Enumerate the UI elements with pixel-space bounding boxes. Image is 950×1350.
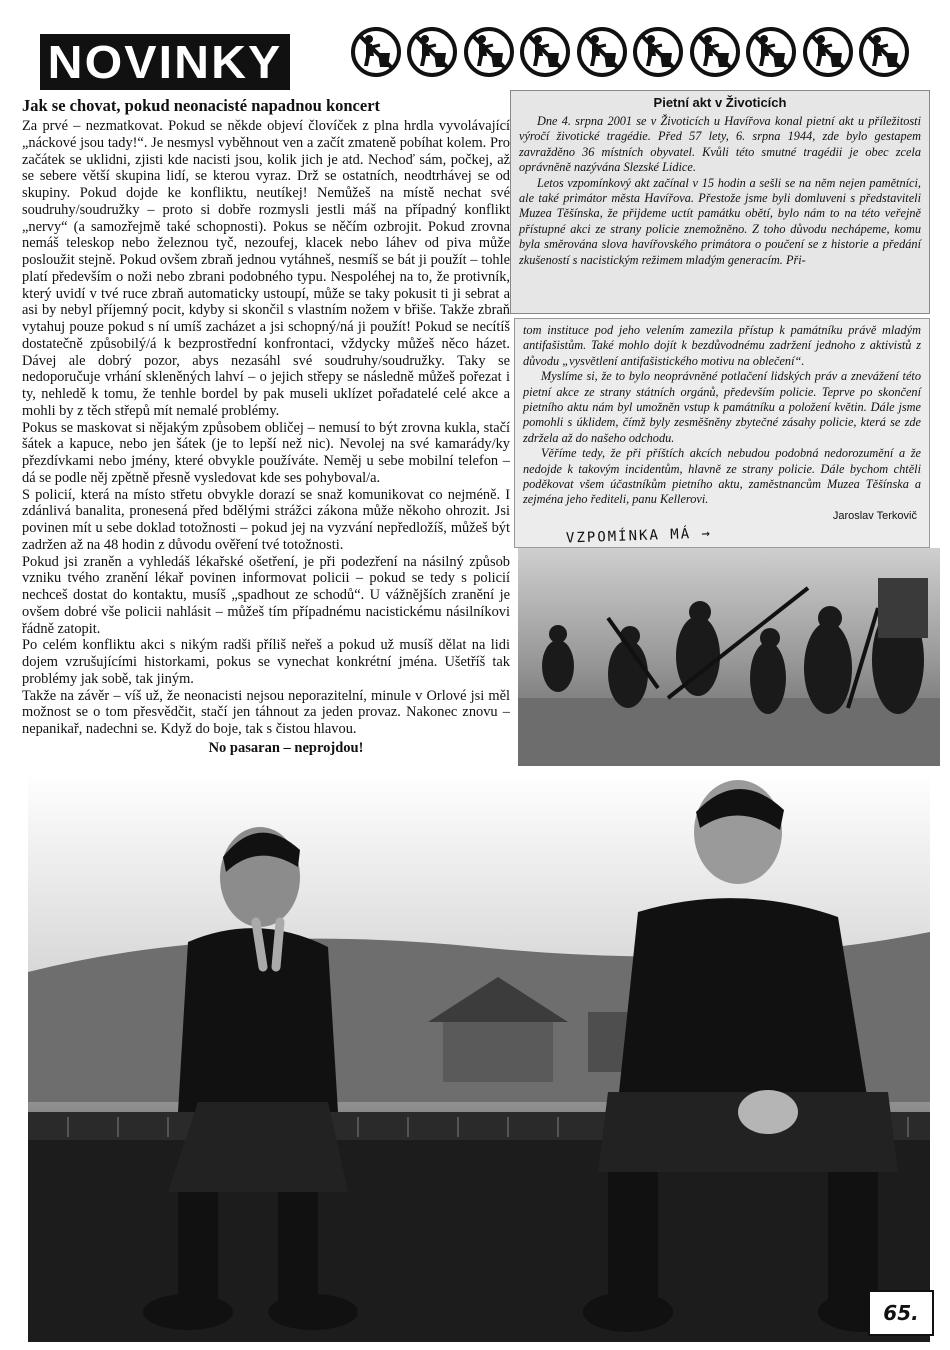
masthead-logo (40, 34, 290, 90)
clipping-part-1 (510, 90, 930, 314)
article-paragraph-6: Takže na závěr – víš už, že neonacisti nejsou neporazitelní, minule v Orlové jsi měl možnost se o tom přesvědčit, stačí jen táhnout za jeden provaz. Nakonec znovu – nepanikař, nadechni se. Když do boje, tak s čistou hlavou. (22, 687, 510, 737)
no-littering-icon (406, 26, 458, 78)
article-paragraph-2: Pokus se maskovat si nějakým způsobem obličej – nemusí to být zrovna kukla, stačí šátek a kapuce, nebo jen šátek (je to lepší než nic). Nevolej na své kamarády/ky přezdívkami nebo jmény, které obvykle používáte. Neměj u sebe mobilní telefon – dá se podle něj zpětně přesně vysledovat kde ses pohyboval/a. (22, 419, 510, 486)
article-paragraph-3: S policií, která na místo střetu obvykle dorazí se snaž komunikovat co nejméně. I zdánlivá banalita, pronesená před bdělými strážci zákona může někoho ohrozit. Jsi povinen mít u sebe doklad totožnosti – pokud jej na vyzvání nepředložíš, můžeš být zadržen až na 48 hodin z důvodu ověření tvé totožnosti. (22, 486, 510, 553)
no-littering-icon (802, 26, 854, 78)
clipping-part-2 (514, 318, 930, 548)
clipping-title: Pietní akt v Životicích (653, 95, 787, 110)
article-paragraph-1: Za prvé – nezmatkovat. Pokud se někde objeví človíček z plna hrdla vyvolávající „náckové jsou tady!“. Je nesmysl vyběhnout ven a začít zmateně pobíhat kolem. Pro začátek se uklidni, zjisti kde nacisti jsou, kolik jich je atd. Nechoď sám, počkej, až se sebere větší skupina lidí, se kterou vyraz. Drž se ostatních, neodtrhávej se od skupiny. Pokud dojde ke konfliktu, neutíkej! Nemůžeš na místě nechat své soudruhy/soudružky – proto si dobře rozmysli jestli máš na případný konflikt „nervy“ (a samozřejmě také schopnosti). Pokus se něčím ozbrojit. Pokud zrovna nemáš teleskop nebo železnou tyč, nezoufej, klacek nebo láhev od piva může posloužit stejně. Pokud ovšem zbraň jednou vytáhneš, nesmíš se bát ji použít – tohle platí především o noži nebo zbrani podobného typu. Nespoléhej na to, že protivník, který uvidí v tvé ruce zbraň automaticky ustoupí, může se taky pokusit ti ji sebrat a asi by nebyl příjemný pocit, kdyby si skončil s vlastním nožem v břiše. Takže zbraň vytahuj pouze pokud s ní umíš zacházet a jsi schopný/ná ji použít! Pokud se necítíš dostatečně způsobilý/á k bezprostřední konfrontaci, vždycky můžeš něco házet. Dávej ale dobrý pozor, abys nezasáhl své soudruhy/soudružky. Taky se nedoporučuje vrhání skleněných lahví – o jejich střepy se následně můžeš pořezat i ty, nehledě k tomu, že tenhle bordel by pak museli uklízet pořadatelé celé akce a mohli by z těch střepů mít nemalé problémy. (22, 118, 510, 419)
icon-strip (350, 26, 910, 84)
no-littering-icon (350, 26, 402, 78)
no-littering-icon (689, 26, 741, 78)
article-closing: No pasaran – neprojdou! (208, 739, 364, 756)
clipping-paragraph-3: tom instituce pod jeho velením zamezila přístup k památníku právě mladým antifašistům. Také mohlo dojít k bezdůvodnému zadržení jednoho z aktivistů z důvodu „vysvětlení antifašistického motivu na oblečení“. (523, 323, 921, 368)
masthead-title: NOVINKY (47, 36, 283, 88)
clipping-paragraph-2: Letos vzpomínkový akt začínal v 15 hodin a sešli se na něm nejen pamětníci, ale také primátor města Havířova. Přestože jsme byli domluveni s představiteli Muzea Těšínska, že přijdeme uctít památku obětí, bylo nám to na této veřejně přístupné akci ze strany policie znemožněno. Z toho důvodu nechápeme, komu byla směrována slova havířovského primátora o poučení se z historie a předání zkušeností s nacistickým režimem mladým generacím. Při- (519, 175, 921, 267)
no-littering-icon (519, 26, 571, 78)
clipping-paragraph-5: Věříme tedy, že při příštích akcích nebudou podobná nedorozumění a že nedojde k takovým incidentům, hlavně ze strany policie. Dále bychom chtěli poděkovat všem účastníkům pietního aktu, zaměstnancům Muzea Těšínska a zejména jeho řediteli, panu Kellerovi. (523, 446, 921, 507)
clipping-author: Jaroslav Terkovič (832, 509, 917, 522)
article-paragraph-5: Po celém konfliktu akci s nikým radši příliš neřeš a pokud už musíš dělat na lidi dojem vzrušujícími historkami, pokus se vynechat konkrétní jména. Ušetříš tak problémy jak sobě, tak jiným. (22, 637, 510, 687)
page-number: 65. (868, 1290, 934, 1336)
clipping-paragraph-1: Dne 4. srpna 2001 se v Životicích u Havířova konal pietní akt u příležitosti výročí životické tragédie. Před 57 lety, 6. srpna 1944, zde bylo gestapem zavražděno 36 místních obyvatel. Kvůli této smutné tragédii je obec zcela oprávněně nazývána Slezské Lidice. (519, 114, 921, 175)
no-littering-icon (858, 26, 910, 78)
article-headline: Jak se chovat, pokud neonacisté napadnou koncert (22, 96, 381, 115)
no-littering-icon (632, 26, 684, 78)
no-littering-icon (745, 26, 797, 78)
article-paragraph-4: Pokud jsi zraněn a vyhledáš lékařské ošetření, je při podezření na násilný způsob vzniku tvého zranění lékař povinen informovat policii – pokud se tedy s policií nechceš dostat do kontaktu, musíš „spadhout ze schodů“. U vážnějších zranění je ovšem dobré vše policii nahlásit – můžeš tím případnému nacistickému násilníkovi řádně zatopit. (22, 553, 510, 637)
riot-photo (518, 548, 940, 766)
no-littering-icon (576, 26, 628, 78)
clipping-paragraph-4: Myslíme si, že to bylo neoprávněné potlačení lidských práv a znevážení této pietní akce ze strany státních orgánů, především policie. Teprve po skončení pietního aktu nám byl umožněn vstup k památníku a položení květin. Dále jsme pomohli s úklidem, čímž byly zesměšněny zbytečné zásahy policie, která se zde zdržela až do našeho odchodu. (523, 369, 921, 445)
no-littering-icon (463, 26, 515, 78)
article (22, 96, 510, 786)
boys-photo (28, 772, 930, 1342)
handwritten-note: VZPOMÍNKA MÁ → (565, 525, 713, 547)
